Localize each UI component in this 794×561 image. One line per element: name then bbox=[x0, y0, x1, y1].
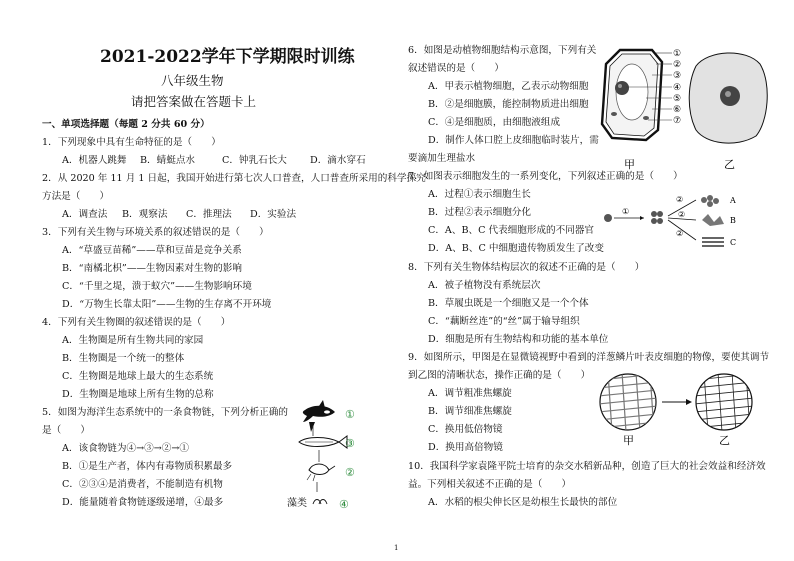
tissue-a bbox=[701, 195, 719, 207]
q5-stem-cont: 是（ ） bbox=[42, 425, 90, 436]
page-subject: 八年级生物 bbox=[161, 73, 224, 88]
q8-option-b: B．草履虫既是一个细胞又是一个个体 bbox=[428, 298, 589, 309]
q1-stem: 1．下列现象中具有生命特征的是（ ） bbox=[42, 137, 221, 148]
cell-num-6: ⑥ bbox=[673, 105, 682, 115]
q1-option-c: C．钟乳石长大 bbox=[222, 155, 287, 166]
animal-cell bbox=[689, 53, 767, 143]
algae-label: 藻类 bbox=[287, 498, 307, 509]
q3-stem: 3．下列有关生物与环境关系的叙述错误的是（ ） bbox=[42, 227, 269, 238]
tissue-c bbox=[702, 238, 724, 246]
q5-option-b: B．①是生产者，体内有毒物质积累最多 bbox=[62, 461, 233, 472]
q5-option-a: A．该食物链为④→③→②→① bbox=[62, 443, 189, 454]
cell-label-jia: 甲 bbox=[624, 158, 635, 171]
q7-option-a: A．过程①表示细胞生长 bbox=[428, 189, 531, 200]
cell-division-figure bbox=[600, 192, 760, 250]
q9-stem: 9．如图所示，甲图是在显微镜视野中看到的洋葱鳞片叶表皮细胞的物像，要使其调节 bbox=[408, 352, 770, 363]
q7-step-1: ① bbox=[622, 207, 630, 216]
q2-stem-cont: 方法是（ ） bbox=[42, 191, 110, 202]
q8-option-d: D．细胞是所有生物结构和功能的基本单位 bbox=[428, 334, 609, 345]
q9-option-c: C．换用低倍物镜 bbox=[428, 424, 503, 435]
q7-option-c: C．A、B、C 代表细胞形成的不同器官 bbox=[428, 225, 595, 236]
q3-option-c: C．“千里之堤，溃于蚁穴”——生物影响环境 bbox=[62, 281, 252, 292]
q7-option-b: B．过程②表示细胞分化 bbox=[428, 207, 531, 218]
q10-stem-cont: 益。下列相关叙述不正确的是（ ） bbox=[408, 479, 572, 490]
cell-num-5: ⑤ bbox=[673, 94, 682, 104]
q5-label-3: ③ bbox=[345, 437, 355, 450]
q2-option-a: A．调查法 bbox=[62, 209, 108, 220]
q2-stem: 2．从 2020 年 11 月 1 日起，我国开始进行第七次人口普查，人口普查所采用的科学探究 bbox=[42, 173, 426, 184]
view-label-yi: 乙 bbox=[719, 434, 730, 446]
q1-option-d: D．滴水穿石 bbox=[310, 155, 366, 166]
q1-option-b: B．蜻蜓点水 bbox=[140, 155, 196, 166]
q7-step-2c: ② bbox=[676, 229, 684, 238]
cell-num-1: ① bbox=[673, 49, 682, 59]
q7-step-2b: ② bbox=[678, 210, 686, 219]
page-title: 2021-2022学年下学期限时训练 bbox=[100, 47, 355, 67]
view-label-jia: 甲 bbox=[623, 434, 634, 446]
q7-option-d: D．A、B、C 中细胞遗传物质发生了改变 bbox=[428, 243, 604, 254]
q9-stem-cont: 到乙图的清晰状态，操作正确的是（ ） bbox=[408, 370, 591, 381]
q6-stem-cont: 叙述错误的是（ ） bbox=[408, 63, 504, 74]
q7-tag-b: B bbox=[730, 216, 736, 225]
q8-option-c: C．“藕断丝连”的“丝”属于输导组织 bbox=[428, 316, 580, 327]
q5-stem: 5．如图为海洋生态系统中的一条食物链，下列分析正确的 bbox=[42, 407, 288, 418]
q6-option-d-cont: 要滴加生理盐水 bbox=[408, 153, 476, 164]
microscope-view-figure bbox=[598, 372, 758, 446]
q3-option-a: A．“草盛豆苗稀”——草和豆苗是竞争关系 bbox=[62, 245, 242, 256]
q5-option-d: D．能量随着食物链逐级递增，④最多 bbox=[62, 497, 224, 508]
cell-num-3: ③ bbox=[673, 71, 682, 81]
q9-option-b: B．调节细准焦螺旋 bbox=[428, 406, 512, 417]
food-chain-figure bbox=[283, 400, 363, 512]
q9-option-a: A．调节粗准焦螺旋 bbox=[428, 388, 512, 399]
q5-label-1: ① bbox=[345, 408, 355, 421]
q6-option-d: D．制作人体口腔上皮细胞临时装片，需 bbox=[428, 135, 599, 146]
tissue-b bbox=[702, 214, 724, 226]
q5-option-c: C．②③④是消费者，不能制造有机物 bbox=[62, 479, 223, 490]
shrimp-icon bbox=[307, 464, 335, 481]
q4-option-a: A．生物圈是所有生物共同的家园 bbox=[62, 335, 204, 346]
q2-option-d: D．实验法 bbox=[250, 209, 297, 220]
single-cell bbox=[604, 214, 612, 222]
section-heading: 一、单项选择题（每题 2 分共 60 分） bbox=[42, 119, 210, 130]
q7-tag-a: A bbox=[730, 196, 736, 205]
q5-label-4: ④ bbox=[339, 498, 349, 511]
q6-option-b: B．②是细胞膜，能控制物质进出细胞 bbox=[428, 99, 589, 110]
algae-icon bbox=[313, 500, 327, 505]
page-instruction: 请把答案做在答题卡上 bbox=[131, 94, 257, 109]
q4-stem: 4．下列有关生物圈的叙述错误的是（ ） bbox=[42, 317, 231, 328]
orca-icon bbox=[303, 400, 335, 432]
blurry-view bbox=[598, 372, 658, 432]
q8-option-a: A．被子植物没有系统层次 bbox=[428, 280, 541, 291]
q8-stem: 8．下列有关生物体结构层次的叙述不正确的是（ ） bbox=[408, 262, 645, 273]
plant-cell bbox=[602, 50, 662, 140]
q4-option-b: B．生物圈是一个统一的整体 bbox=[62, 353, 185, 364]
q7-tag-c: C bbox=[730, 238, 737, 247]
q4-option-d: D．生物圈是地球上所有生物的总称 bbox=[62, 389, 214, 400]
q3-option-d: D．“万物生长靠太阳”——生物的生存离不开环境 bbox=[62, 299, 272, 310]
q5-label-2: ② bbox=[345, 466, 355, 479]
q6-option-a: A．甲表示植物细胞，乙表示动物细胞 bbox=[428, 81, 589, 92]
fish-icon bbox=[299, 436, 347, 448]
page-number: 1 bbox=[394, 544, 399, 552]
q2-option-c: C．推理法 bbox=[186, 209, 232, 220]
q6-option-c: C．④是细胞质，由细胞液组成 bbox=[428, 117, 561, 128]
q10-stem: 10．我国科学家袁隆平院士培育的杂交水稻新品种，创造了巨大的社会效益和经济效 bbox=[408, 461, 766, 472]
q3-option-b: B．“南橘北枳”——生物因素对生物的影响 bbox=[62, 263, 242, 274]
q4-option-c: C．生物圈是地球上最大的生态系统 bbox=[62, 371, 214, 382]
q7-stem: 7．如图表示细胞发生的一系列变化，下列叙述正确的是（ ） bbox=[408, 171, 683, 182]
q1-option-a: A．机器人跳舞 bbox=[62, 155, 127, 166]
q9-option-d: D．换用高倍物镜 bbox=[428, 442, 503, 453]
q6-stem: 6．如图是动植物细胞结构示意图，下列有关 bbox=[408, 45, 597, 56]
q2-option-b: B．观察法 bbox=[122, 209, 168, 220]
cell-num-7: ⑦ bbox=[673, 116, 682, 126]
q7-step-2a: ② bbox=[676, 195, 684, 204]
cell-num-4: ④ bbox=[673, 83, 682, 93]
cell-label-yi: 乙 bbox=[724, 158, 735, 171]
clear-view bbox=[694, 372, 754, 432]
cell-num-2: ② bbox=[673, 60, 682, 70]
q10-option-a: A．水稻的根尖伸长区是幼根生长最快的部位 bbox=[428, 497, 618, 508]
cell-figure bbox=[596, 44, 772, 174]
